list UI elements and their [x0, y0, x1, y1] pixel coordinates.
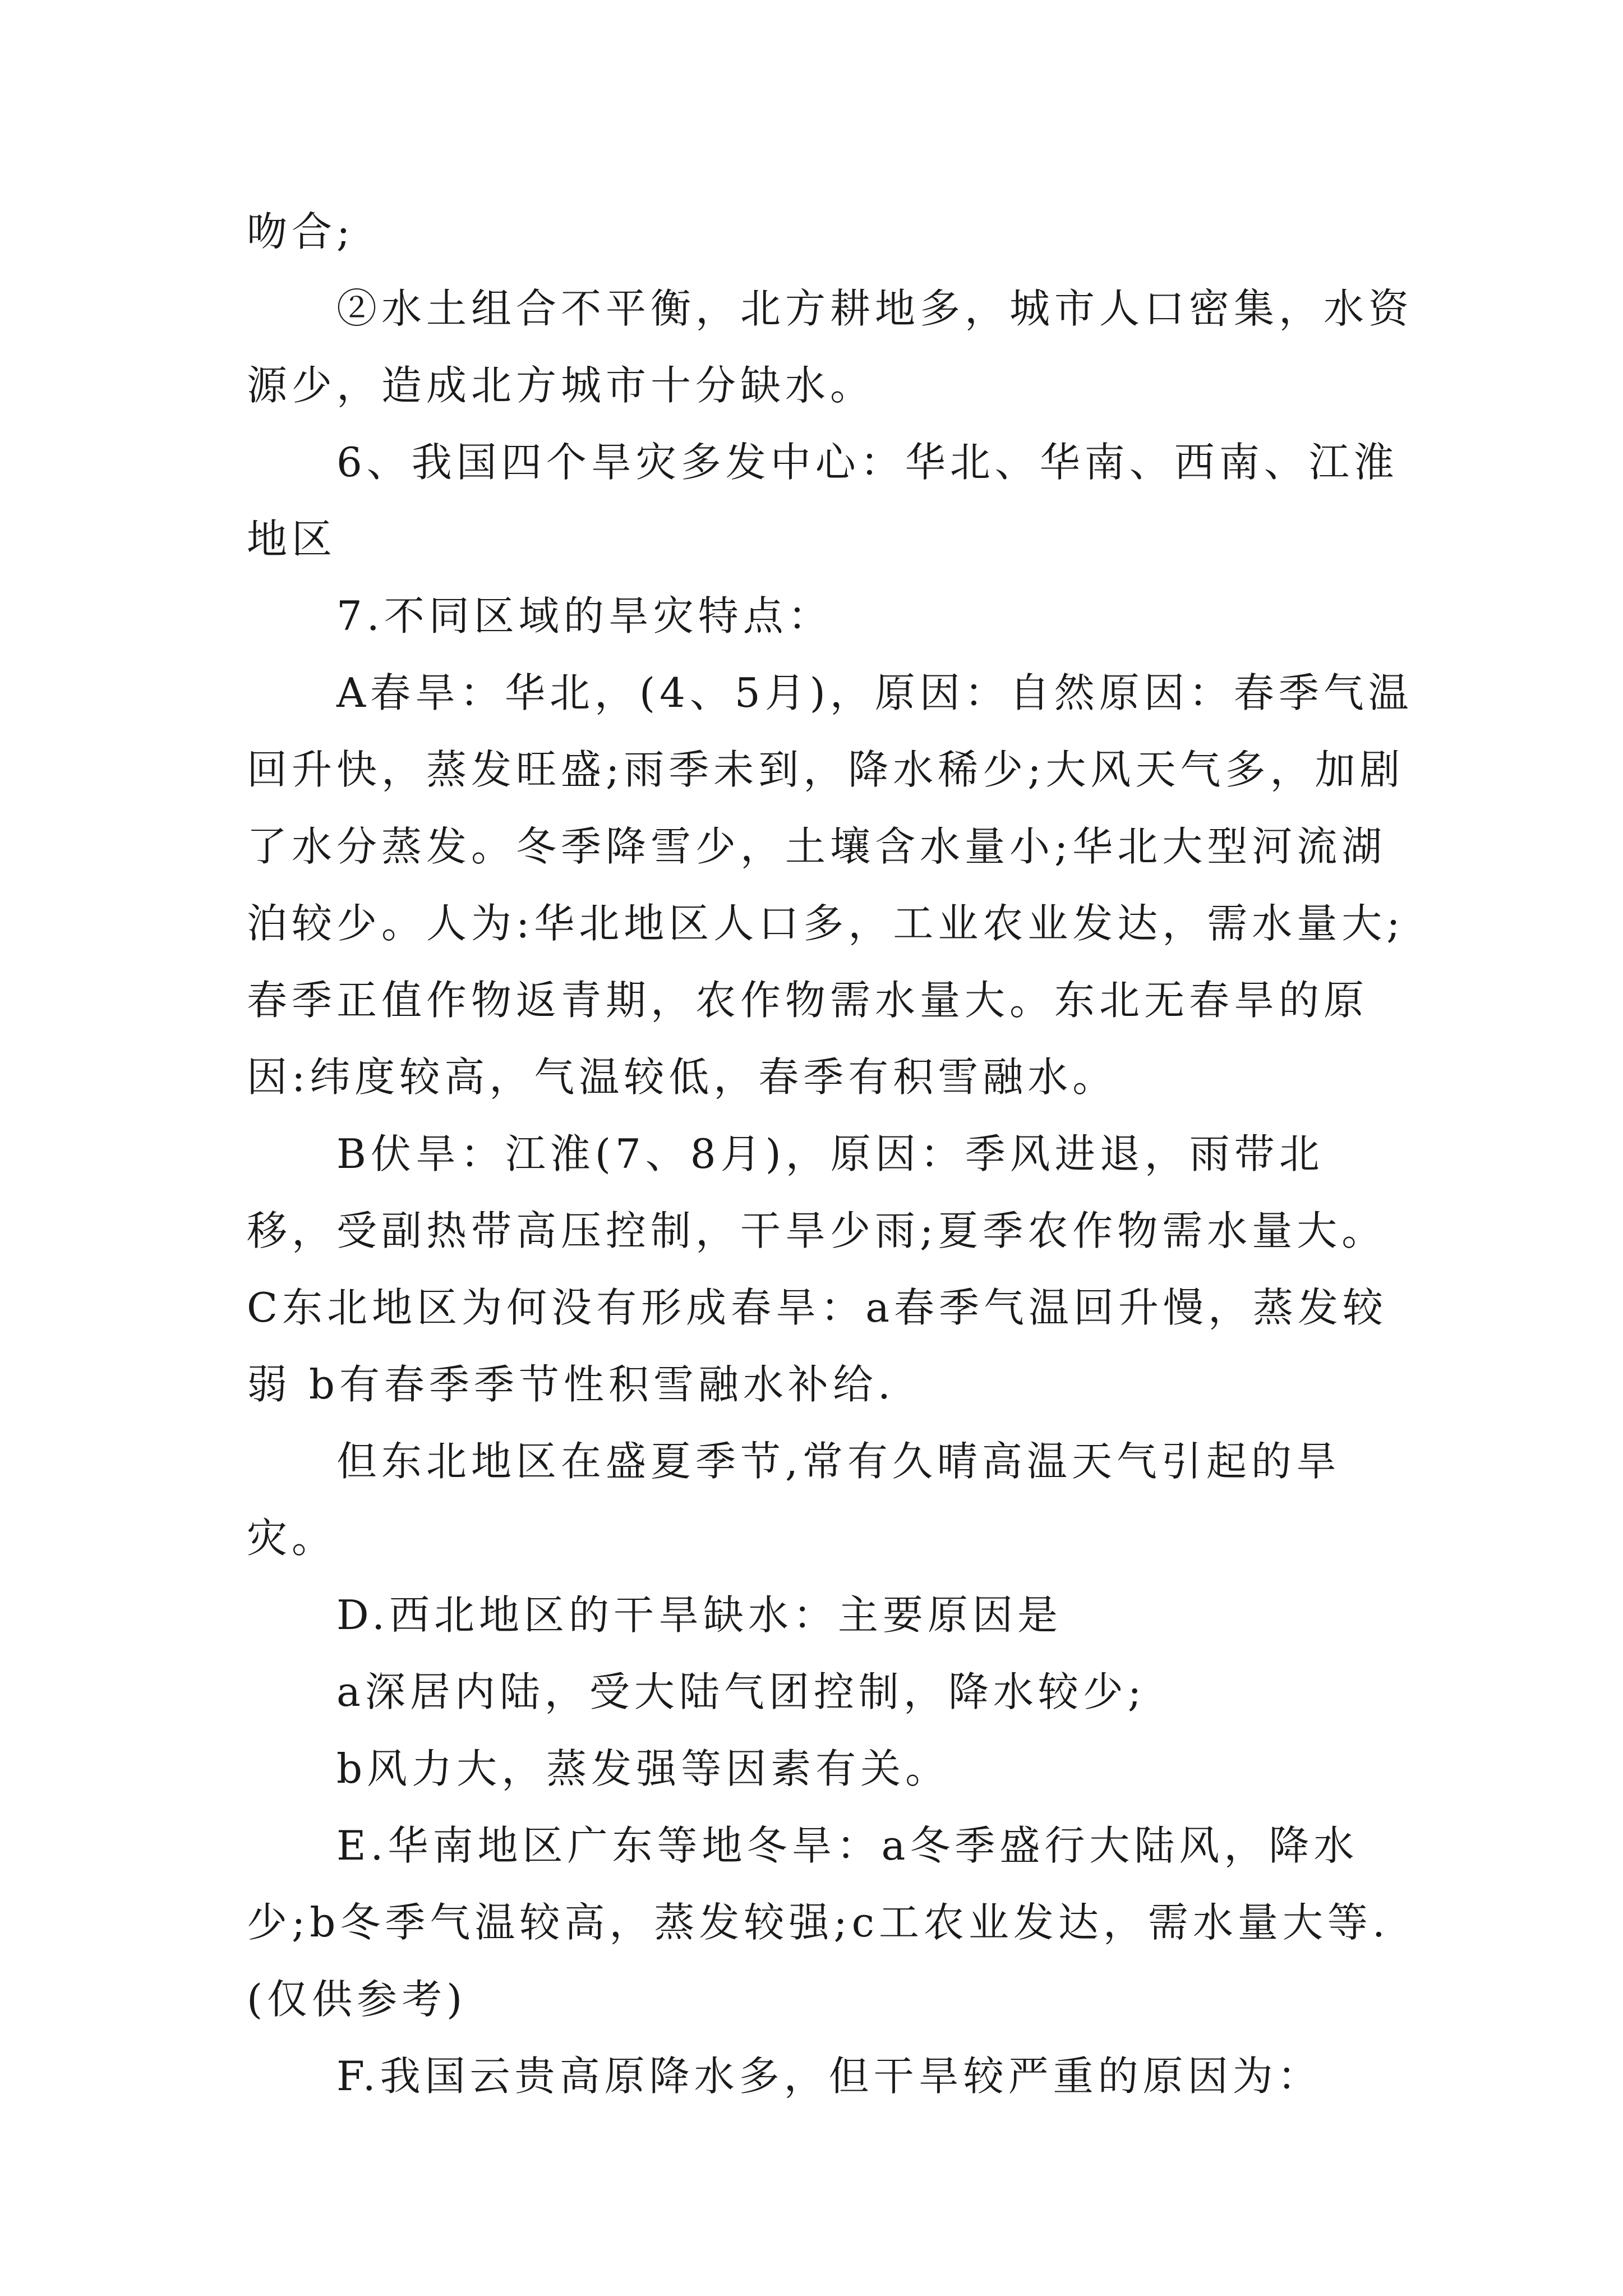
document-body	[247, 194, 1413, 2115]
paragraph-continuation: 吻合;	[247, 208, 355, 255]
paragraph-water-soil: ②水土组合不平衡，北方耕地多，城市人口密集，水资源少，造成北方城市十分缺水。	[247, 285, 1414, 409]
paragraph-south-winter-drought: E.华南地区广东等地冬旱：a冬季盛行大陆风，降水少;b冬季气温较高，蒸发较强;c工农业发达，需水量大等.(仅供参考)	[247, 1822, 1390, 2023]
paragraph-regional-heading: 7.不同区域的旱灾特点：	[336, 592, 833, 639]
paragraph-northwest-reason-a: a深居内陆，受大陆气团控制，降水较少;	[336, 1668, 1146, 1715]
paragraph-summer-drought: B伏旱：江淮(7、8月)，原因：季风进退，雨带北移，受副热带高压控制，干旱少雨;夏季农作物需水量大。C东北地区为何没有形成春旱：a春季气温回升慢，蒸发较弱 b有春季季节性积雪融水补给.	[247, 1130, 1388, 1408]
paragraph-northeast-summer: 但东北地区在盛夏季节,常有久晴高温天气引起的旱灾。	[247, 1438, 1341, 1562]
paragraph-drought-centers: 6、我国四个旱灾多发中心：华北、华南、西南、江淮地区	[247, 439, 1399, 563]
paragraph-spring-drought: A春旱：华北，(4、5月)，原因：自然原因：春季气温回升快，蒸发旺盛;雨季未到，降水稀少;大风天气多，加剧了水分蒸发。冬季降雪少，土壤含水量小;华北大型河流湖泊较少。人为:华北地区人口多，工业农业发达，需水量大;春季正值作物返青期，农作物需水量大。东北无春旱的原因:纬度较高，气温较低，春季有积雪融水。	[247, 669, 1413, 1101]
paragraph-northwest-heading: D.西北地区的干旱缺水：主要原因是	[336, 1591, 1063, 1639]
paragraph-northwest-reason-b: b风力大，蒸发强等因素有关。	[336, 1745, 951, 1792]
paragraph-yungui-plateau: F.我国云贵高原降水多，但干旱较严重的原因为：	[336, 2053, 1322, 2100]
